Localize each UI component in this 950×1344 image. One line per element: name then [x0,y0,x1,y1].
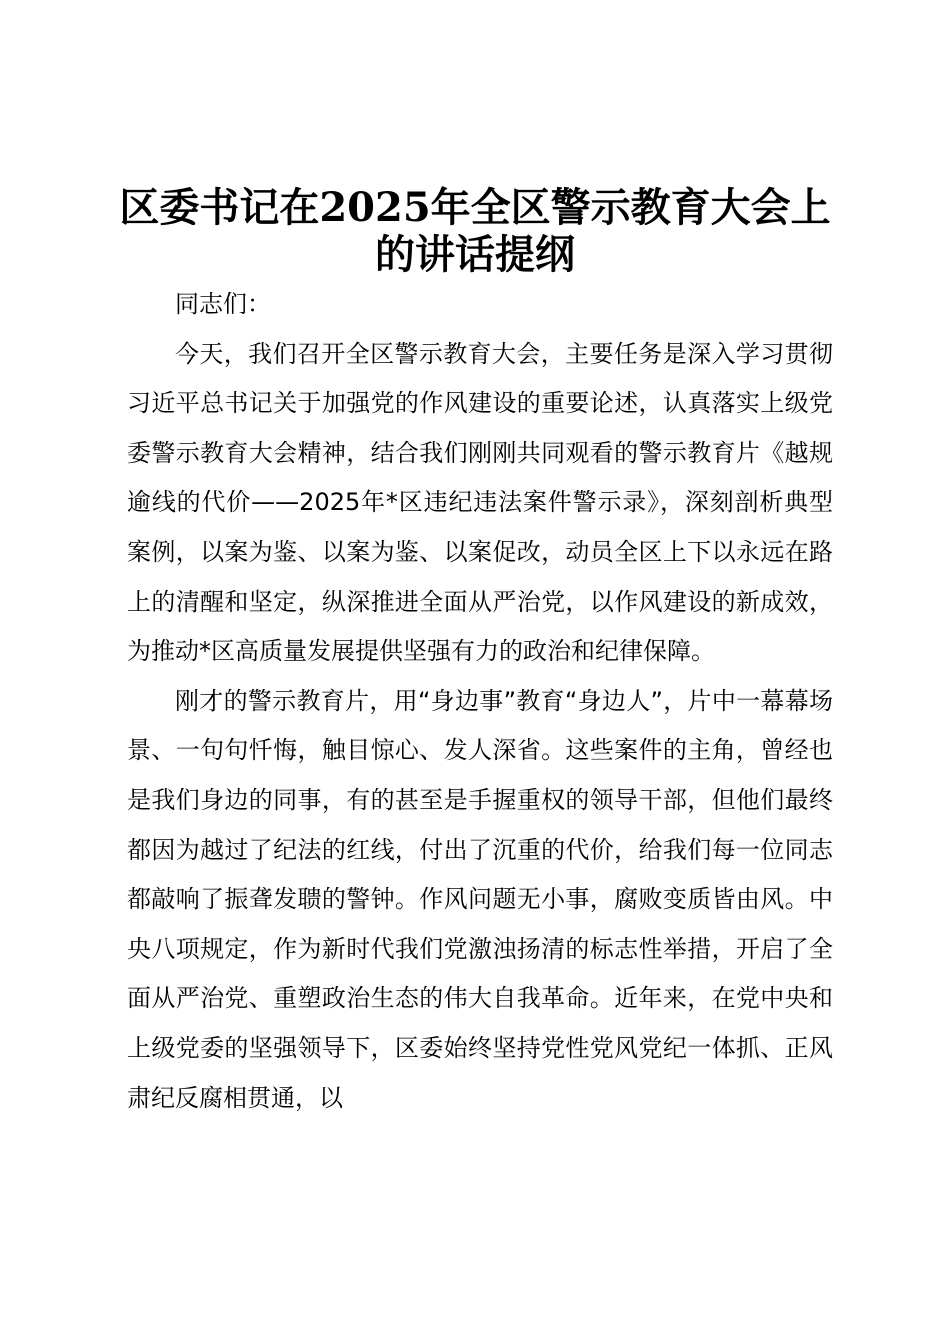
document-title: 区委书记在2025年全区警示教育大会上的讲话提纲 [119,184,831,278]
paragraph-2: 刚才的警示教育片，用“身边事”教育“身边人”，片中一幕幕场景、一句句忏悔，触目惊心、发人深省。这些案件的主角，曾经也是我们身边的同事，有的甚至是手握重权的领导干部，但他们最终都因为越过了纪法的红线，付出了沉重的代价，给我们每一位同志都敲响了振聋发聩的警钟。作风问题无小事，腐败变质皆由风。中央八项规定，作为新时代我们党激浊扬清的标志性举措，开启了全面从严治党、重塑政治生态的伟大自我革命。近年来，在党中央和上级党委的坚强领导下，区委始终坚持党性党风党纪一体抓、正风肃纪反腐相贯通，以 [127,686,833,1112]
paragraph-1: 今天，我们召开全区警示教育大会，主要任务是深入学习贯彻习近平总书记关于加强党的作风建设的重要论述，认真落实上级党委警示教育大会精神，结合我们刚刚共同观看的警示教育片《越规逾线的代价——2025年*区违纪违法案件警示录》，深刻剖析典型案例，以案为鉴、以案为鉴、以案促改，动员全区上下以永远在路上的清醒和坚定，纵深推进全面从严治党，以作风建设的新成效，为推动*区高质量发展提供坚强有力的政治和纪律保障。 [127,339,833,666]
document-body [127,280,833,1123]
salutation: 同志们： [175,290,271,318]
